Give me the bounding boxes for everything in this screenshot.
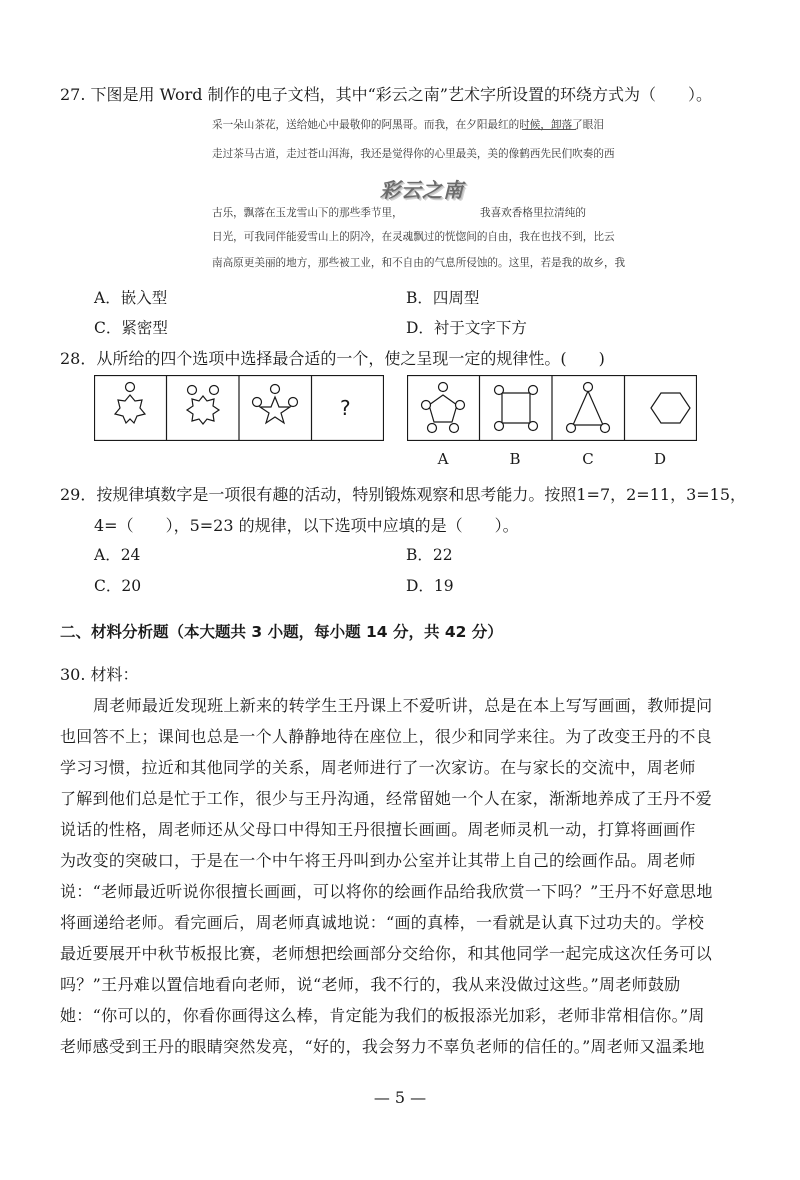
circle-icon [126,383,135,392]
q28-options-figure [407,375,697,441]
square-icon [502,393,530,423]
q28-label-d: D [653,450,667,468]
q27-wordart: 彩云之南 [380,178,464,202]
q27-doc-line-5: 南高原更美丽的地方，那些被工业，和不自由的气息所侵蚀的。这里，若是我的故乡，我 [212,257,626,269]
q30-line: 将画递给老师。看完画后，周老师真诚地说：“画的真棒，一看就是认真下过功夫的。学校 [60,913,705,932]
q28-label-c: C [582,450,594,468]
q27-option-b: B．四周型 [406,289,480,307]
q28-label-b: B [509,450,521,468]
q27-doc-line-1: 采一朵山茶花，送给她心中最敬仰的阿黑哥。而我，在夕阳最红的时候，卸落了眼泪 [212,119,604,131]
circle-icon [289,398,298,407]
star-5-icon [260,397,290,423]
q29-stem-line-1: 29．按规律填数字是一项很有趣的活动，特别锻炼观察和思考能力。按照1=7，2=11，3=15， [60,485,747,504]
triangle-icon [573,391,603,425]
circle-icon [456,401,465,410]
circle-icon [584,383,593,392]
q30-line: 学习习惯，拉近和其他同学的关系，周老师进行了一次家访。在与家长的交流中，周老师 [60,758,696,777]
q30-label: 30. 材料： [60,665,139,684]
star-6-icon [115,395,145,423]
q30-line: 说话的性格，周老师还从父母口中得知王丹很擅长画画。周老师灵机一动，打算将画画作 [60,820,696,839]
q29-option-b: B．22 [406,546,453,564]
q30-material-text [60,690,740,1062]
q28-label-a: A [437,450,449,468]
q27-doc-line-2: 走过茶马古道，走过苍山洱海，我还是觉得你的心里最美，美的像鹤西先民们吹奏的西 [212,148,615,160]
circle-icon [210,386,219,395]
circle-icon [567,424,576,433]
circle-icon [428,424,437,433]
q27-doc-line-4: 日光，可我同伴能爱雪山上的阴冷，在灵魂飘过的恍惚间的自由，我在也找不到，比云 [212,231,615,243]
q30-line: 了解到他们总是忙于工作，很少与王丹沟通，经常留她一个人在家，渐渐地养成了王丹不爱 [60,789,713,808]
star-8-icon [187,396,219,424]
q30-line: 说：“老师最近听说你很擅长画画，可以将你的绘画作品给我欣赏一下吗？”王丹不好意思地 [60,882,713,901]
circle-icon [495,386,504,395]
page-number: — 5 — [373,1088,427,1107]
q27-stem: 27. 下图是用 Word 制作的电子文档，其中“彩云之南”艺术字所设置的环绕方式为（ ）。 [60,85,712,104]
section-2-title: 二、材料分析题（本大题共 3 小题，每小题 14 分，共 42 分） [60,623,503,641]
q27-doc-line-3-left: 古乐，飘落在玉龙雪山下的那些季节里， [212,207,403,219]
circle-icon [495,422,504,431]
circle-icon [450,424,459,433]
circle-icon [601,424,610,433]
q30-line: 最近要展开中秋节板报比赛，老师想把绘画部分交给你，和其他同学一起完成这次任务可以 [60,944,713,963]
q30-line: 为改变的突破口，于是在一个中午将王丹叫到办公室并让其带上自己的绘画作品。周老师 [60,851,696,870]
circle-icon [271,385,280,394]
q27-option-c: C．紧密型 [94,319,168,337]
hexagon-icon [651,393,690,423]
circle-icon [439,383,448,392]
q30-line: 周老师最近发现班上新来的转学生王丹课上不爱听讲，总是在本上写写画画，教师提问 [93,696,713,715]
q29-option-c: C．20 [94,577,142,595]
q27-doc-underline [522,129,576,130]
q30-line: 也回答不上；课间也总是一个人静静地待在座位上，很少和同学来往。为了改变王丹的不良 [60,727,713,746]
circle-icon [188,386,197,395]
q29-stem-line-2: 4=（ ），5=23 的规律，以下选项中应填的是（ ）。 [94,516,519,535]
pentagon-icon [429,395,457,422]
q27-option-a: A．嵌入型 [94,289,168,307]
circle-icon [253,398,262,407]
q29-option-a: A．24 [94,546,141,564]
circle-icon [529,422,538,431]
q30-line: 她：“你可以的，你看你画得这么棒，肯定能为我们的板报添光加彩，老师非常相信你。”周 [60,1006,705,1025]
q28-stem: 28．从所给的四个选项中选择最合适的一个，使之呈现一定的规律性。( ) [60,349,605,368]
circle-icon [529,386,538,395]
q29-option-d: D．19 [406,577,454,595]
q27-doc-line-3-right: 我喜欢香格里拉清纯的 [480,207,586,219]
q28-question-mark: ? [340,396,351,420]
q30-line: 吗？”王丹难以置信地看向老师，说“老师，我不行的，我从来没做过这些。”周老师鼓励 [60,975,681,994]
q27-option-d: D．衬于文字下方 [406,319,527,337]
circle-icon [422,401,431,410]
q30-line: 老师感受到王丹的眼睛突然发亮，“好的，我会努力不辜负老师的信任的。”周老师又温柔地 [60,1037,705,1056]
